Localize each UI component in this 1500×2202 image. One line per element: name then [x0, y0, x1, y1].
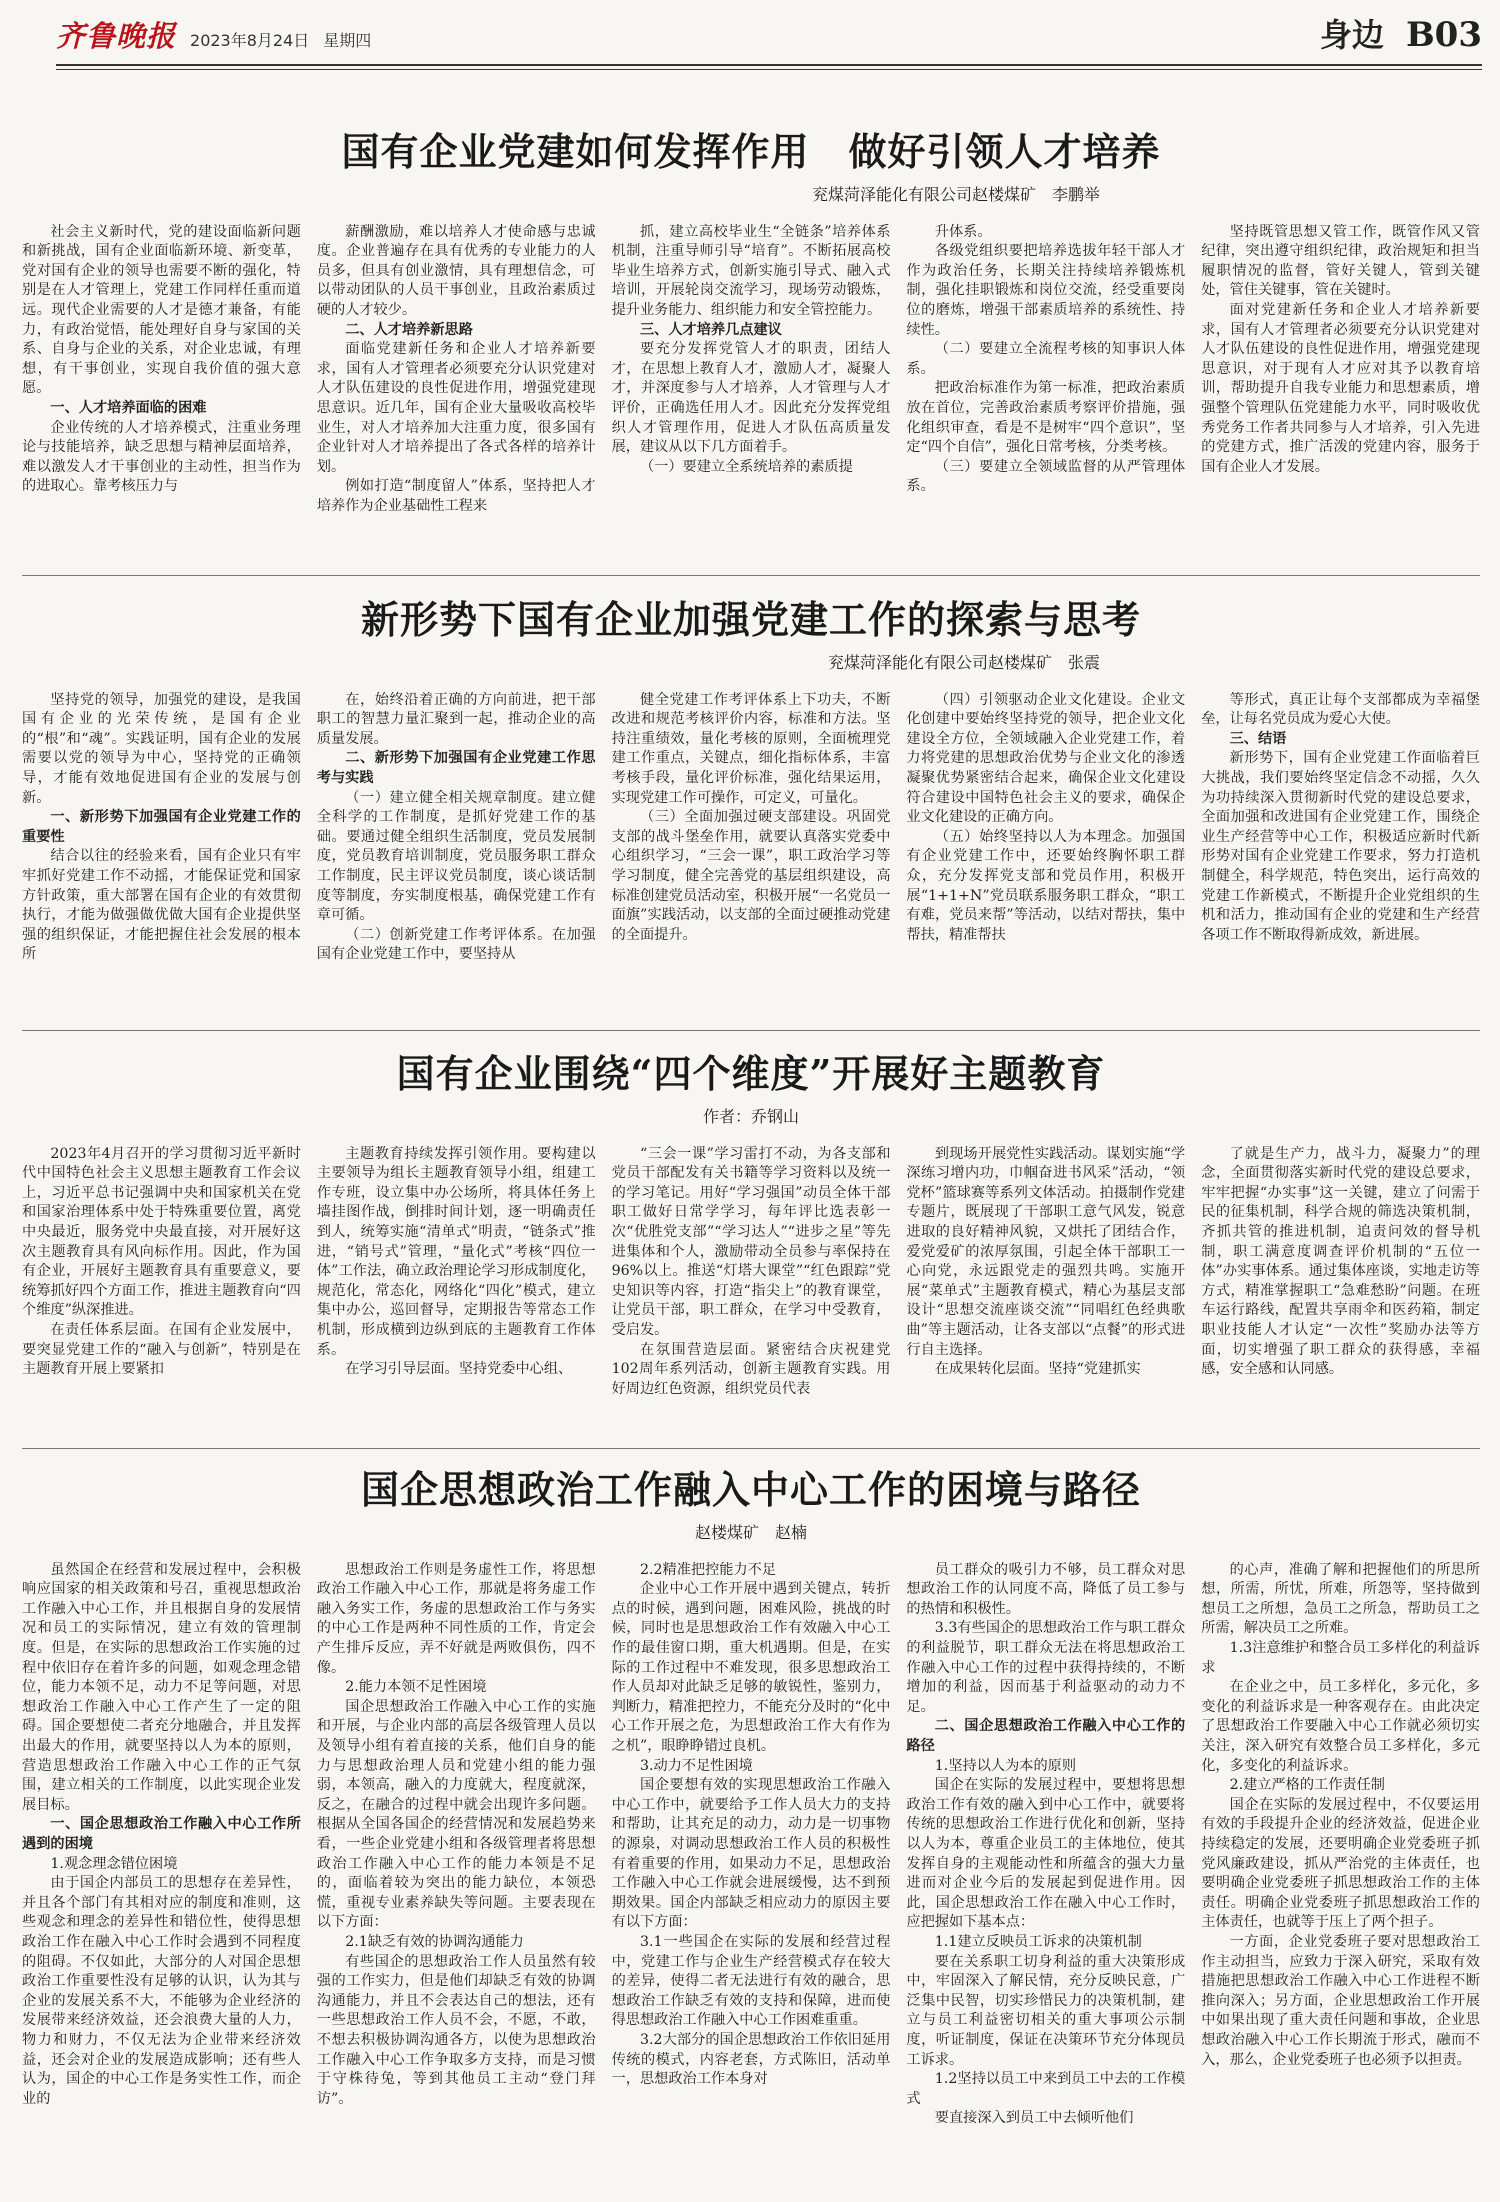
paragraph: 有些国企的思想政治工作人员虽然有较强的工作实力，但是他们却缺乏有效的协调沟通能力，并且不会表达自己的想法，还有一些思想政治工作人员不会，不愿，不敢，不想去积极协调沟通各方，以使为思想政治工作融入中心工作争取多方支持，而是习惯于守株待兔，等到其他员工主动“登门拜访”。 — [316, 1953, 596, 2107]
paragraph: 要充分发挥党管人才的职责，团结人才，在思想上教育人才，激励人才，凝聚人才，并深度参与人才培养，人才管理与人才评价，正确选任用人才。因此充分发挥党组织人才管理作用，促进人才队伍高质量发展，建议从以下几方面着手。 — [611, 341, 891, 456]
masthead-rule-thin — [56, 69, 1482, 70]
paragraph: 要在关系职工切身利益的重大决策形成中，牢固深入了解民情，充分反映民意，广泛集中民智，切实珍惜民力的决策机制，建立与员工利益密切相关的重大事项公示制度，听证制度，保证在决策环节充分体现员工诉求。 — [906, 1953, 1186, 2068]
paragraph: 面临党建新任务和企业人才培养新要求，国有人才管理者必须要充分认识党建对人才队伍建设的良性促进作用，增强党建现思意识。近几年，国有企业大量吸收高校毕业生，对人才培养加大注重力度，很多国有企业针对人才培养提出了各式各样的培养计划。 — [316, 341, 596, 475]
paragraph: （二）创新党建工作考评体系。在加强国有企业党建工作中，要坚持从 — [316, 926, 596, 963]
article-column — [1201, 691, 1480, 1041]
article-byline: 作者：乔钢山 — [702, 1106, 799, 1126]
section-heading: 三、结语 — [1229, 730, 1287, 747]
paragraph: 1.坚持以人为本的原则 — [934, 1757, 1077, 1774]
article-column — [317, 223, 596, 613]
article-column — [906, 1145, 1185, 1457]
section-heading: 三、人才培养几点建议 — [639, 321, 782, 338]
paragraph: 2.建立严格的工作责任制 — [1229, 1777, 1385, 1794]
paragraph: 虽然国企在经营和发展过程中，会积极响应国家的相关政策和号召，重视思想政治工作融入中心工作，并且根据自身的发展情况和员工的实际情况，建立有效的管理制度。但是，在实际的思想政治工作实施的过程中依旧存在着许多的问题，如观念理念错位，能力本领不足，动力不足等问题，对思想政治工作融入中心工作产生了一定的阻碍。国企要想使二者充分地融合，并且发挥出最大的作用，就要坚持以人为本的原则，营造思想政治工作融入中心工作的正气氛围，建立相关的工作制度，以此实现企业发展目标。 — [22, 1561, 301, 1813]
paragraph: 由于国企内部员工的思想存在差异性，并且各个部门有其相对应的制度和准则，这些观念和理念的差异性和错位性，使得思想政治工作在融入中心工作时会遇到不同程度的阻碍。不仅如此，大部分的人对国企思想政治工作重要性没有足够的认识，认为其与企业的发展关系不大，不能够为企业经济的发展带来经济效益，还会浪费大量的人力，物力和财力，不仅无法为企业带来经济效益，还会对企业的发展造成影响；还有些人认为，国企的中心工作是务实性工作，而企业的 — [22, 1875, 301, 2107]
article-column — [612, 223, 891, 613]
paragraph: 3.2大部分的国企思想政治工作依旧延用传统的模式，内容老套，方式陈旧，活动单一，思想政治工作本身对 — [611, 2031, 891, 2088]
paragraph: “三会一课”学习雷打不动，为各支部和党员干部配发有关书籍等学习资料以及统一的学习笔记。用好“学习强国”动员全体干部职工做好日常学学习，每年评比选表彰一次“优胜党支部”“学习达人”“进步之星”等先进集体和个人，激励带动全员参与率保持在96%以上。推送“灯塔大课堂”“红色跟踪”党史知识等内容，打造“指尖上”的教育课堂，让党员干部，职工群众，在学习中受教育，受启发。 — [611, 1145, 891, 1339]
article-divider — [22, 575, 1480, 576]
masthead-left — [56, 14, 371, 55]
issue-date: 2023年8月24日 — [190, 31, 310, 50]
article-byline: 兖煤菏泽能化有限公司赵楼煤矿 张震 — [827, 652, 1100, 672]
paragraph: 到现场开展党性实践活动。谋划实施“学深练习增内功，巾帼奋进书风采”活动，“领党杯”篮球赛等系列文体活动。拍摄制作党建专题片，既展现了干部职工意气风发，锐意进取的良好精神风貌，又烘托了团结合作，爱党爱矿的浓厚氛围，引起全体干部职工一心向党，永远跟党走的强烈共鸣。实施开展“菜单式”主题教育模式，精心为基层支部设计“思想交流座谈交流”“同唱红色经典歌曲”等主题活动，让各支部以“点餐”的形式进行自主选择。 — [906, 1145, 1186, 1358]
paragraph: 主题教育持续发挥引领作用。要构建以主要领导为组长主题教育领导小组，组建工作专班，设立集中办公场所，将具体任务上墙挂图作战，倒排时间计划，逐一明确责任到人，统筹实施“清单式”明责，“链条式”推进，“销号式”管理，“量化式”考核“四位一体”工作法，确立政治理论学习形成制度化，规范化，常态化，网络化“四化”模式，建立集中办公，巡回督导，定期报告等常态工作机制，形成横到边纵到底的主题教育工作体系。 — [316, 1145, 596, 1358]
paragraph: 要直接深入到员工中去倾听他们 — [934, 2110, 1134, 2127]
article-column — [22, 691, 301, 1041]
paragraph: 国企在实际的发展过程中，不仅要运用有效的手段提升企业的经济效益，促进企业持续稳定的发展，还要明确企业党委班子抓党风廉政建设，抓从严治党的主体责任，也要明确企业党委班子抓思想政治工作的主体责任。明确企业党委班子抓思想政治工作的主体责任，也就等于压上了两个担子。 — [1201, 1796, 1480, 1931]
paragraph: （一）要建立全系统培养的素质提 — [639, 458, 853, 475]
article-1 — [22, 130, 1480, 613]
page-number: B03 — [1405, 15, 1482, 55]
article-title: 新形势下国有企业加强党建工作的探索与思考 — [360, 597, 1141, 642]
article-column — [1201, 223, 1480, 613]
article-2 — [22, 598, 1480, 1041]
paragraph: 了就是生产力，战斗力，凝聚力”的理念，全面贯彻落实新时代党的建设总要求，牢牢把握“办实事”这一关键，建立了问需于民的征集机制，科学合规的筛选决策机制，齐抓共管的推进机制，追责问效的督导机制，职工满意度调查评价机制的“五位一体”办实事体系。通过集体座谈，实地走访等方式，精准掌握职工“急难愁盼”问题。在班车运行路线，配置共享雨伞和医药箱，制定职业技能人才认定“一次性”奖励办法等方面，切实增强了职工群众的获得感，幸福感，安全感和认同感。 — [1201, 1145, 1480, 1378]
paragraph: 国企思想政治工作融入中心工作的实施和开展，与企业内部的高层各级管理人员以及领导小组有着直接的关系，他们自身的能力与思想政治理人员和党建小组的能力强弱，本领高，融入的力度就大，程度就深，反之，在融合的过程中就会出现许多问题。根据从全国各国企的经营情况和发展趋势来看，一些企业党建小组和各级管理者将思想政治工作融入中心工作的能力本领是不足的，面临着较为突出的能力缺位，本领恐慌，重视专业素养缺失等问题。主要表现在以下方面： — [316, 1698, 596, 1931]
paragraph: 在学习引导层面。坚持党委中心组、 — [345, 1361, 573, 1378]
article-column — [1201, 1561, 1480, 2201]
paragraph: 在，始终沿着正确的方向前进，把干部职工的智慧力量汇聚到一起，推动企业的高质量发展。 — [316, 691, 596, 747]
paragraph: 2.能力本领不足性困境 — [345, 1679, 487, 1696]
paragraph: 的心声，准确了解和把握他们的所思所想，所需，所忧，所难，所怨等，坚持做到想员工之所想，急员工之所急，帮助员工之所需，解决员工之所难。 — [1201, 1561, 1480, 1637]
paragraph: 3.动力不足性困境 — [639, 1757, 753, 1774]
paragraph: 员工群众的吸引力不够，员工群众对思想政治工作的认同度不高，降低了员工参与的热情和积极性。 — [906, 1561, 1186, 1617]
paragraph: 把政治标准作为第一标准，把政治素质放在首位，完善政治素质考察评价措施，强化组织审查，看是不是树牢“四个意识”，坚定“四个自信”，强化日常考核，分类考核。 — [906, 380, 1186, 456]
paragraph: 坚持党的领导，加强党的建设，是我国国有企业的光荣传统，是国有企业的“根”和“魂”。实践证明，国有企业的发展需要以党的领导为中心，坚持党的正确领导，才能有效地促进国有企业的发展与创新。 — [22, 691, 301, 806]
masthead-right — [1320, 10, 1482, 56]
article-columns — [22, 691, 1480, 1041]
section-heading: 二、人才培养新思路 — [345, 321, 473, 338]
article-column — [612, 691, 891, 1041]
paragraph: 企业中心工作开展中遇到关键点，转折点的时候，遇到问题，困难风险，挑战的时候，同时也是思想政治工作有效融入中心工作的最佳窗口期，重大机遇期。但是，在实际的工作过程中不难发现，很多思想政治工作人员却对此缺乏足够的敏锐性，鉴别力，判断力，精准把控力，不能充分及时的“化中心工作开展之危，为思想政治工作大有作为之机”，眼睁睁错过良机。 — [611, 1581, 891, 1755]
paragraph: 各级党组织要把培养选拔年轻干部人才作为政治任务，长期关注持续培养锻炼机制，强化挂职锻炼和岗位交流，经受重要岗位的磨炼，增强干部素质培养的系统性、持续性。 — [906, 243, 1186, 338]
article-4 — [22, 1468, 1480, 2201]
article-title: 国有企业围绕“四个维度”开展好主题教育 — [396, 1051, 1106, 1096]
paragraph: 国企要想有效的实现思想政治工作融入中心工作中，就要给予工作人员大力的支持和帮助，让其充足的动力，动力是一切事物的源泉，对调动思想政治工作人员的积极性有着重要的作用，如果动力不足，思想政治工作融入中心工作就会进展缓慢，达不到预期效果。国企内部缺乏相应动力的原因主要有以下方面： — [611, 1777, 891, 1931]
newspaper-logo: 齐鲁晚报 — [56, 19, 177, 53]
section-heading: 二、国企思想政治工作融入中心工作的路径 — [906, 1718, 1186, 1755]
article-column — [612, 1145, 891, 1457]
paragraph: （五）始终坚持以人为本理念。加强国有企业党建工作中，还要始终胸怀职工群众，充分发挥党支部和党员作用，积极开展“1+1+N”党员联系服务职工群众，“职工有难，党员来帮”等活动，以结对帮扶，集中帮扶，精准帮扶 — [906, 828, 1186, 943]
article-divider — [22, 1448, 1480, 1449]
section-heading: 二、新形势下加强国有企业党建工作思考与实践 — [316, 750, 596, 787]
article-column — [22, 1561, 301, 2201]
article-3 — [22, 1052, 1480, 1457]
article-column — [317, 691, 596, 1041]
section-heading: 一、新形势下加强国有企业党建工作的重要性 — [22, 809, 301, 845]
section-heading: 一、人才培养面临的困难 — [50, 400, 207, 417]
section-name: 身边 — [1319, 16, 1384, 54]
paragraph: （三）要建立全领域监督的从严管理体系。 — [906, 458, 1186, 495]
article-column — [317, 1145, 596, 1457]
paragraph: 1.3注意维护和整合员工多样化的利益诉求 — [1201, 1640, 1480, 1676]
article-title: 国有企业党建如何发挥作用 做好引领人才培养 — [341, 129, 1161, 174]
paragraph: 结合以往的经验来看，国有企业只有牢牢抓好党建工作不动摇，才能保证党和国家方针政策，重大部署在国有企业的有效贯彻执行，才能为做强做优做大国有企业提供坚强的组织保证，才能把握住社会发展的根本所 — [22, 848, 301, 963]
paragraph: 3.3有些国企的思想政治工作与职工群众的利益脱节，职工群众无法在将思想政治工作融入中心工作的过程中获得持续的，不断增加的利益，因而基于利益驱动的动力不足。 — [906, 1620, 1186, 1715]
masthead — [0, 0, 1500, 66]
paragraph: 等形式，真正让每个支部都成为幸福堡垒，让每名党员成为爱心大使。 — [1201, 691, 1480, 728]
paragraph: 面对党建新任务和企业人才培养新要求，国有人才管理者必须要充分认识党建对人才队伍建设的良性促进作用，增强党建现思意识，对于现有人才应对其予以教育培训，帮助提升自我专业能力和思想素质，增强整个管理队伍党建能力水平，同时吸收优秀党务工作者共同参与人才培养，引入先进的党建方式，推广活泼的党建内容，服务于国有企业人才发展。 — [1201, 302, 1480, 475]
article-column — [22, 1145, 301, 1457]
paragraph: 在企业之中，员工多样化，多元化，多变化的利益诉求是一种客观存在。由此决定了思想政治工作要融入中心工作就必须切实关注，深入研究有效整合员工多样化，多元化，多变化的利益诉求。 — [1201, 1679, 1480, 1774]
paragraph: 升体系。 — [934, 223, 992, 240]
paragraph: 国企在实际的发展过程中，要想将思想政治工作有效的融入到中心工作中，就要将传统的思想政治工作进行优化和创新，坚持以人为本，尊重企业员工的主体地位，使其发挥自身的主观能动性和所蕴含的强大力量进而对企业今后的发展起到促进作用。因此，国企思想政治工作在融入中心工作时，应把握如下基本点： — [906, 1777, 1186, 1931]
article-column — [22, 223, 301, 613]
paragraph: 在成果转化层面。坚持“党建抓实 — [934, 1361, 1141, 1378]
issue-weekday: 星期四 — [323, 31, 372, 50]
paragraph: 在责任体系层面。在国有企业发展中，要突显党建工作的“融入与创新”，特别是在主题教育开展上要紧扣 — [22, 1322, 301, 1378]
section-heading: 一、国企思想政治工作融入中心工作所遇到的困境 — [22, 1816, 301, 1852]
article-columns — [22, 1145, 1480, 1457]
paragraph: 2023年4月召开的学习贯彻习近平新时代中国特色社会主义思想主题教育工作会议上，习近平总书记强调中央和国家机关在党和国家治理体系中处于特殊重要位置，离党中央最近，服务党中央最直接，对开展好这次主题教育具有风向标作用。因此，作为国有企业，开展好主题教育具有重要意义，要统筹抓好四个方面工作，推进主题教育向“四个维度”纵深推进。 — [22, 1145, 301, 1319]
paragraph: 1.2坚持以员工中来到员工中去的工作模式 — [906, 2071, 1186, 2107]
paragraph: 1.观念理念错位困境 — [50, 1855, 178, 1872]
paragraph: 社会主义新时代，党的建设面临新问题和新挑战，国有企业面临新环境、新变革，党对国有企业的领导也需要不断的强化，特别是在人才管理上，党建工作同样任重而道远。现代企业需要的人才是德才兼备，有能力，有政治觉悟，能处理好自身与家国的关系、自身与企业的关系，对企业忠诚，有理想，有干事创业，实现自我价值的强大意愿。 — [22, 223, 301, 397]
paragraph: （一）建立健全相关规章制度。建立健全科学的工作制度，是抓好党建工作的基础。要通过健全组织生活制度，党员发展制度，党员教育培训制度，党员服务职工群众工作制度，民主评议党员制度，谈心谈话制度等制度，夯实制度根基，确保党建工作有章可循。 — [316, 789, 596, 924]
paragraph: 企业传统的人才培养模式，注重业务理论与技能培养，缺乏思想与精神层面培养，难以激发人才干事创业的主动性，担当作为的进取心。靠考核压力与 — [22, 419, 301, 495]
masthead-rule — [56, 64, 1482, 66]
paragraph: 薪酬激励，难以培养人才使命感与忠诚度。企业普遍存在具有优秀的专业能力的人员多，但具有创业激情，具有理想信念，可以带动团队的人员干事创业，且政治素质过硬的人才较少。 — [316, 223, 596, 319]
article-columns — [22, 223, 1480, 613]
paragraph: 新形势下，国有企业党建工作面临着巨大挑战，我们要始终坚定信念不动摇，久久为功持续深入贯彻新时代党的建设总要求，全面加强和改进国有企业党建工作，围绕企业生产经营等中心工作，积极适应新时代新形势对国有企业党建工作要求，努力打造机制健全，科学规范，特色突出，运行高效的党建工作新模式，不断提升企业党组织的生机和活力，推动国有企业的党建和生产经营各项工作不断取得新成效，新进展。 — [1201, 750, 1480, 943]
paragraph: （三）全面加强过硬支部建设。巩固党支部的战斗堡垒作用，就要认真落实党委中心组织学习，“三会一课”，职工政治学习等学习制度，健全完善党的基层组织建设，高标准创建党员活动室，积极开展“一名党员一面旗”实践活动，以支部的全面过硬推动党建的全面提升。 — [611, 809, 891, 943]
paragraph: 抓，建立高校毕业生“全链条”培养体系机制，注重导师引导“培育”。不断拓展高校毕业生培养方式，创新实施引导式、融入式培训，开展轮岗交流学习，现场劳动锻炼，提升业务能力、组织能力和安全管控能力。 — [611, 223, 891, 319]
paragraph: 一方面，企业党委班子要对思想政治工作主动担当，应致力于深入研究，采取有效措施把思想政治工作融入中心工作进程不断推向深入；另方面，企业思想政治工作开展中如果出现了重大责任问题和事故，企业思想政治融入中心工作长期流于形式，融而不入，那么，企业党委班子也必须予以担责。 — [1201, 1933, 1480, 2068]
paragraph: 例如打造“制度留人”体系，坚持把人才培养作为企业基础性工程来 — [316, 478, 596, 514]
paragraph: （二）要建立全流程考核的知事识人体系。 — [906, 341, 1186, 377]
article-column — [612, 1561, 891, 2201]
paragraph: 3.1一些国企在实际的发展和经营过程中，党建工作与企业生产经营模式存在较大的差异，使得二者无法进行有效的融合，思想政治工作缺乏有效的支持和保障，进而使得思想政治工作融入中心工作困难重重。 — [611, 1933, 891, 2029]
article-column — [1201, 1145, 1480, 1457]
article-byline: 赵楼煤矿 赵楠 — [694, 1522, 807, 1542]
paragraph: 2.2精准把控能力不足 — [639, 1561, 777, 1578]
article-columns — [22, 1561, 1480, 2201]
paragraph: 坚持既管思想又管工作，既管作风又管纪律，突出遵守组织纪律，政治规矩和担当履职情况的监督，管好关键人，管到关键处，管住关键事，管在关键时。 — [1201, 223, 1480, 299]
article-title: 国企思想政治工作融入中心工作的困境与路径 — [360, 1467, 1141, 1512]
article-byline: 兖煤菏泽能化有限公司赵楼煤矿 李鹏举 — [811, 184, 1100, 204]
paragraph: （四）引领驱动企业文化建设。企业文化创建中要始终坚持党的领导，把企业文化建设全方位，全领域融入企业党建工作，着力将党建的思想政治优势与企业文化的渗透凝聚优势紧密结合起来，确保企业文化建设符合建设中国特色社会主义的要求，确保企业文化建设的正确方向。 — [906, 691, 1186, 826]
paragraph: 思想政治工作则是务虚性工作，将思想政治工作融入中心工作，那就是将务虚工作融入务实工作，务虚的思想政治工作与务实的中心工作是两种不同性质的工作，肯定会产生排斥反应，弄不好就是两败俱伤，四不像。 — [316, 1561, 596, 1676]
paragraph: 在氛围营造层面。紧密结合庆祝建党102周年系列活动，创新主题教育实践。用好周边红色资源，组织党员代表 — [611, 1341, 891, 1397]
article-column — [906, 1561, 1185, 2201]
article-column — [906, 691, 1185, 1041]
article-divider — [22, 1030, 1480, 1031]
article-column — [317, 1561, 596, 2201]
article-column — [906, 223, 1185, 613]
paragraph: 健全党建工作考评体系上下功夫，不断改进和规范考核评价内容，标准和方法。坚持注重绩效，量化考核的原则，全面梳理党建工作重点，关键点，细化指标体系，丰富考核手段，量化评价标准，强化结果运用，实现党建工作可操作，可定义，可量化。 — [611, 691, 891, 806]
paragraph: 2.1缺乏有效的协调沟通能力 — [345, 1933, 524, 1950]
paragraph: 1.1建立反映员工诉求的决策机制 — [934, 1933, 1142, 1950]
